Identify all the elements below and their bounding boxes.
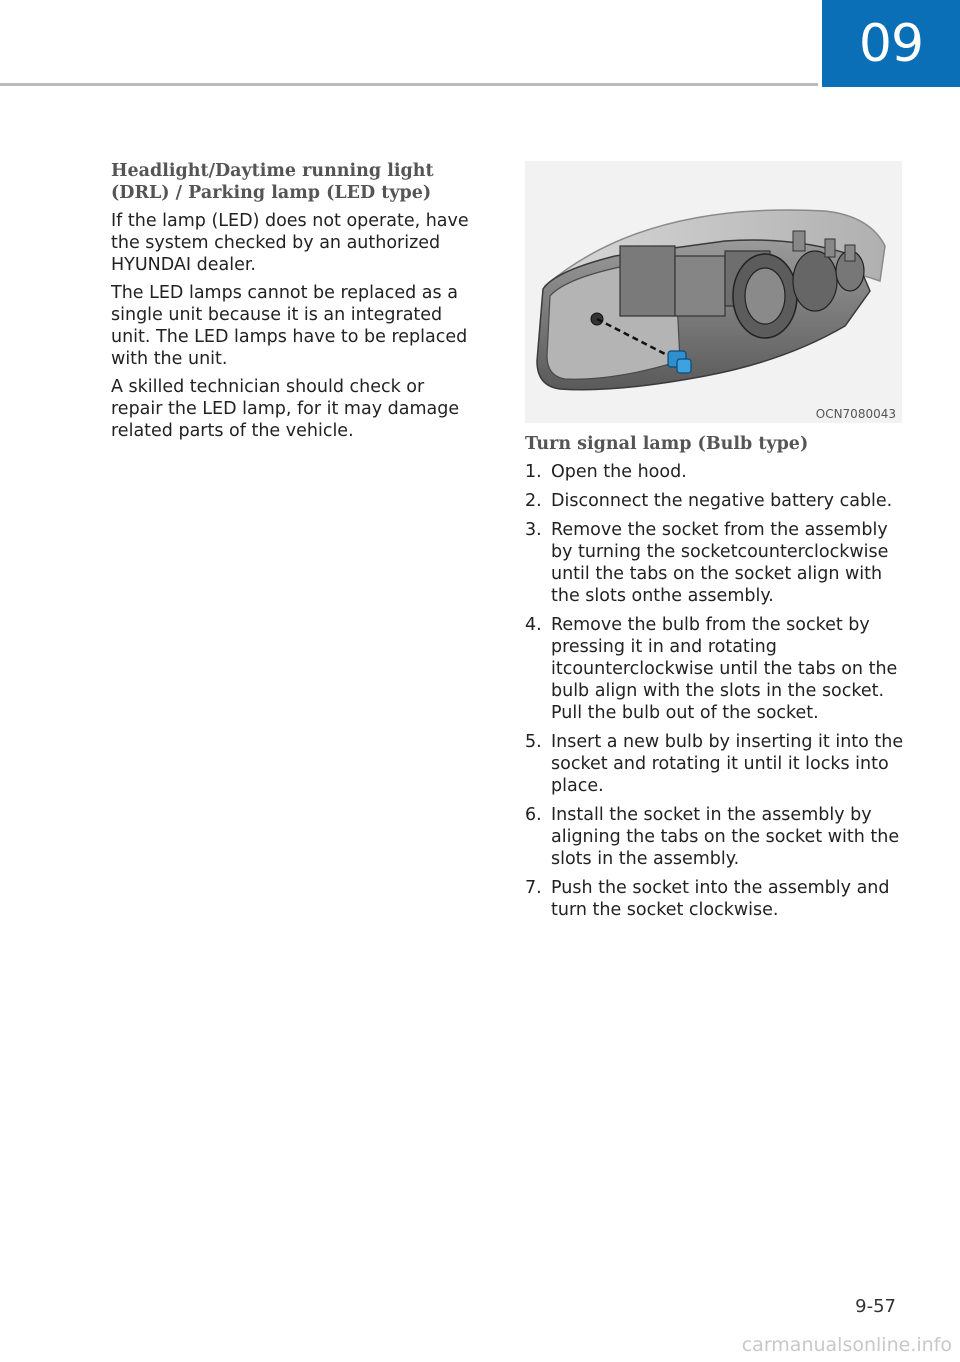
step-number: 3. <box>525 520 542 540</box>
section-heading-led: Headlight/Daytime running light (DRL) / Parking lamp (LED type) <box>111 161 434 203</box>
figure-code: OCN7080043 <box>815 407 896 421</box>
step-text: Disconnect the negative battery cable. <box>551 491 893 511</box>
list-item <box>525 490 905 512</box>
steps-list <box>525 461 905 921</box>
paragraph: If the lamp (LED) does not operate, have the system checked by an authorized HYUNDAI dealer. <box>111 211 469 275</box>
step-number: 1. <box>525 462 542 482</box>
list-item <box>525 877 905 921</box>
step-text: Open the hood. <box>551 462 687 482</box>
list-item <box>525 804 905 870</box>
list-item <box>525 731 905 797</box>
page-number: 9-57 <box>855 1296 896 1317</box>
header-rule <box>0 83 818 86</box>
step-number: 6. <box>525 805 542 825</box>
step-text: Remove the bulb from the socket by pressing it in and rotating itcounterclockwise until the tabs on the bulb align with the slots in the socket. Pull the bulb out of the socket. <box>551 615 898 723</box>
list-item <box>525 519 905 607</box>
step-text: Remove the socket from the assembly by turning the socketcounterclockwise until the tabs on the socket align with the slots onthe assembly. <box>551 520 889 606</box>
step-number: 2. <box>525 491 542 511</box>
section-heading-turn-signal: Turn signal lamp (Bulb type) <box>525 434 809 454</box>
left-column <box>111 160 481 448</box>
right-column <box>525 160 905 928</box>
list-item <box>525 461 905 483</box>
headlamp-figure <box>525 161 902 423</box>
step-text: Push the socket into the assembly and turn the socket clockwise. <box>551 878 890 920</box>
step-text: Install the socket in the assembly by aligning the tabs on the socket with the slots in the assembly. <box>551 805 900 869</box>
paragraph: A skilled technician should check or repair the LED lamp, for it may damage related parts of the vehicle. <box>111 377 460 441</box>
list-item <box>525 614 905 724</box>
headlamp-illustration <box>525 161 902 423</box>
step-number: 5. <box>525 732 542 752</box>
step-number: 7. <box>525 878 542 898</box>
chapter-tab: 09 <box>822 0 960 87</box>
watermark: carmanualsonline.info <box>741 1334 952 1356</box>
step-text: Insert a new bulb by inserting it into the socket and rotating it until it locks into place. <box>551 732 904 796</box>
paragraph: The LED lamps cannot be replaced as a single unit because it is an integrated unit. The LED lamps have to be replaced with the unit. <box>111 283 468 369</box>
step-number: 4. <box>525 615 542 635</box>
